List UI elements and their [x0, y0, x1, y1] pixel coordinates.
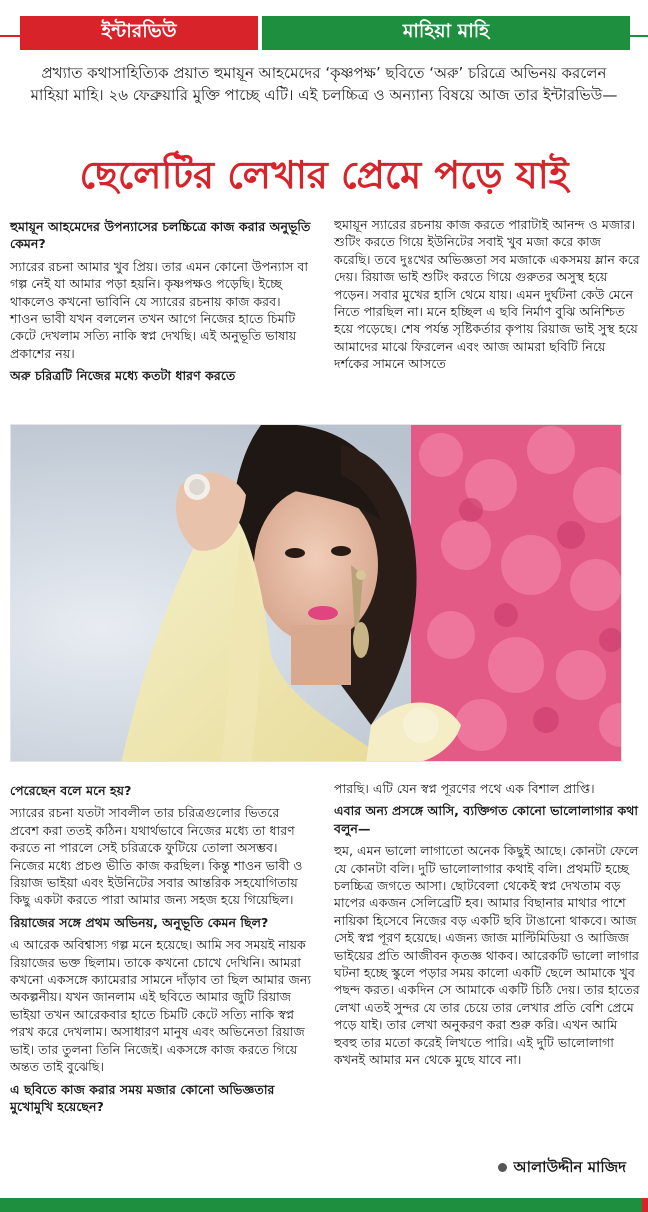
- author-name: আলাউদ্দীন মাজিদ: [513, 1158, 626, 1176]
- answer-4-end: পারছি। এটি যেন স্বপ্ন পূরণের পথে এক বিশাল প্রাপ্তি।: [334, 781, 595, 796]
- question-1: হুমায়ূন আহমেদের উপন্যাসের চলচ্চিত্রে কাজ করার অনুভূতি কেমন?: [10, 219, 311, 252]
- column-4: [334, 780, 640, 1074]
- question-2-start: অরু চরিত্রটি নিজের মধ্যে কতটা ধারণ করতে: [10, 368, 236, 384]
- column-2: [334, 216, 640, 378]
- header-rule-right: [626, 35, 648, 37]
- footer-bar-green: [0, 1198, 642, 1212]
- section-tag: ইন্টারভিউ: [20, 16, 258, 50]
- byline: [498, 1156, 626, 1181]
- answer-5: হুম, এমন ভালো লাগাতো অনেক কিছুই আছে। কোনটা ফেলে যে কোনটা বলি। দুটি ভালোলাগার কথাই বলি। প্রথমটি হচ্ছে চলচ্চিত্র জগতে আসা। ছোটবেলা থেকেই স্বপ্ন দেখতাম বড় মাপের একজন সেলিব্রেটি হব। আমার বিছানার মাথার পাশে নায়িকা হিসেবে নিজের বড় একটি ছবি টাঙানো থাকবে। আজ সেই স্বপ্ন পূরণ হয়েছে। এজন্য জাজ মাল্টিমিডিয়া ও আজিজ ভাইয়ের প্রতি আজীবন কৃতজ্ঞ থাকব। আরেকটি ভালো লাগার ঘটনা হচ্ছে স্কুলে পড়ার সময় কালো একটি ছেলে আমাকে খুব পছন্দ করত। একদিন সে আমাকে একটি চিঠি দেয়। তার হাতের লেখা এতই সুন্দর যে তার চেয়ে তার লেখার প্রতি বেশি প্রেমে পড়ে যাই। তার লেখা অনুকরণ করা শুরু করি। এখন আমি হুবহু তার মতো করেই লিখতে পারি। এই দুটি ভালোলাগা কখনই আমার মন থেকে মুছে যাবে না।: [334, 843, 640, 1068]
- answer-4-start: হুমায়ূন স্যারের রচনায় কাজ করতে পারাটাই আনন্দ ও মজার। শুটিং করতে গিয়ে ইউনিটের সবাই খুব মজা করে কাজ করেছি। তবে দুঃখের অভিজ্ঞতা সব মজাকে একসময় ম্লান করে দেয়। রিয়াজ ভাই শুটিং করতে গিয়ে গুরুতর অসুস্থ হয়ে পড়েন। সবার মুখের হাসি থেমে যায়। এমন দুর্ঘটনা কেউ মেনে নিতে পারছিল না। মনে হচ্ছিল এ ছবি নির্মাণ বুঝি অনিশ্চিত হয়ে পড়েছে। শেষ পর্যন্ত সৃষ্টিকর্তার কৃপায় রিয়াজ ভাই সুস্থ হয়ে আমাদের মাঝে ফিরলেন এবং আজ আমরা ছবিটি নিয়ে দর্শকের সামনে আসতে: [334, 217, 640, 372]
- name-tag: মাহিয়া মাহি: [262, 16, 630, 50]
- question-4: এ ছবিতে কাজ করার সময় মজার কোনো অভিজ্ঞতার মুখোমুখি হয়েছেন?: [10, 1081, 275, 1114]
- footer-bar-red: [642, 1198, 648, 1212]
- question-2-end: পেরেছেন বলে মনে হয়?: [10, 783, 132, 798]
- answer-1: স্যারের রচনা আমার খুব প্রিয়। তার এমন কোনো উপন্যাস বা গল্প নেই যা আমার পড়া হয়নি। কৃষ্ণপক্ষও পড়েছি। ইচ্ছে থাকলেও কখনো ভাবিনি যে স্যারের রচনায় কাজ করব। শাওন ভাবী যখন বললেন তখন আগে নিজের হাতে চিমটি কেটে দেখলাম সত্যি নাকি স্বপ্ন দেখছি। এই অনুভূতি ভাষায় প্রকাশের নয়।: [10, 258, 309, 361]
- question-3: রিয়াজের সঙ্গে প্রথম অভিনয়, অনুভূতি কেমন ছিল?: [10, 914, 269, 930]
- question-5: এবার অন্য প্রসঙ্গে আসি, ব্যক্তিগত কোনো ভালোলাগার কথা বলুন—: [334, 803, 639, 836]
- answer-2: স্যারের রচনা যতটা সাবলীল তার চরিত্রগুলোর ভিতরে প্রবেশ করা ততই কঠিন। যথার্থভাবে নিজের মধ্যে তা ধারণ করতে না পারলে সেই চরিত্রকে ফুটিয়ে তোলা অসম্ভব। নিজের মধ্যে প্রচণ্ড ভীতি কাজ করছিল। কিন্তু শাওন ভাবী ও রিয়াজ ভাইয়া এবং ইউনিটের সবার আন্তরিক সহযোগিতায় কিছু একটা করতে পারা আমার জন্য সহজ হয়ে গিয়েছিল।: [10, 805, 303, 908]
- portrait-photo: [10, 424, 622, 762]
- page-title: ছেলেটির লেখার প্রেমে পড়ে যাই: [79, 152, 569, 197]
- photo-illustration: [11, 425, 622, 762]
- footer-bar: [0, 1198, 648, 1212]
- column-3: [10, 780, 312, 1120]
- bullet-icon: [498, 1163, 507, 1172]
- column-1: [10, 216, 312, 390]
- intro-paragraph: প্রখ্যাত কথাসাহিত্যিক প্রয়াত হুমায়ূন আহমেদের ‘কৃষ্ণপক্ষ’ ছবিতে ‘অরু’ চরিত্রে অভিনয় করলেন মাহিয়া মাহি। ২৬ ফেব্রুয়ারি মুক্তি পাচ্ছে এটি। এই চলচ্চিত্র ও অন্যান্য বিষয়ে আজ তার ইন্টারভিউ—: [30, 64, 618, 104]
- answer-3: এ আরেক অবিশ্বাস্য গল্প মনে হয়েছে। আমি সব সময়ই নায়ক রিয়াজের ভক্ত ছিলাম। তাকে কখনো চোখে দেখিনি। আমরা কখনো একসঙ্গে ক্যামেরার সামনে দাঁড়াব তা ছিল আমার জন্য অকল্পনীয়। যখন জানলাম এই ছবিতে আমার জুটি রিয়াজ ভাইয়া তখন আরেকবার হাতে চিমটি কেটে সত্যি নাকি স্বপ্ন পরখ করে দেখলাম। অসাধারণ মানুষ এবং অভিনেতা রিয়াজ ভাই। তার তুলনা তিনি নিজেই। একসঙ্গে কাজ করতে গিয়ে অন্তত তাই বুঝেছি।: [10, 937, 312, 1075]
- header-bar: [0, 8, 648, 48]
